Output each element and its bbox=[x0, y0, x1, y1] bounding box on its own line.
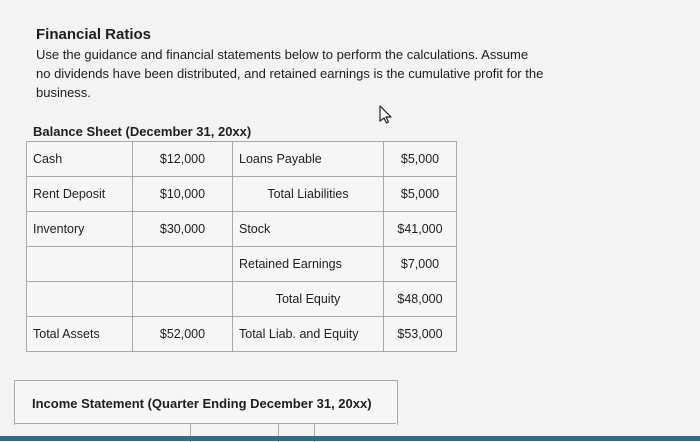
table-row bbox=[27, 317, 457, 352]
asset-label bbox=[27, 247, 133, 282]
asset-label bbox=[27, 282, 133, 317]
table-row bbox=[27, 282, 457, 317]
total-assets-label: Total Assets bbox=[27, 317, 133, 352]
bottom-bar bbox=[0, 436, 700, 441]
asset-value: $30,000 bbox=[133, 212, 233, 247]
asset-value bbox=[133, 247, 233, 282]
mouse-pointer-icon bbox=[376, 104, 396, 124]
equity-value: $48,000 bbox=[384, 282, 457, 317]
asset-label: Rent Deposit bbox=[27, 177, 133, 212]
table-row bbox=[27, 247, 457, 282]
liability-value: $5,000 bbox=[384, 142, 457, 177]
equity-value: $7,000 bbox=[384, 247, 457, 282]
instructions-text: Use the guidance and financial statements below to perform the calculations. Assume no dividends have been distributed, and retained earnings is the cumulative profit for the business. bbox=[36, 47, 544, 100]
equity-value: $41,000 bbox=[384, 212, 457, 247]
income-statement-title: Income Statement (Quarter Ending December 31, 20xx) bbox=[32, 396, 372, 411]
page-title: Financial Ratios bbox=[36, 26, 152, 43]
liability-label: Total Liabilities bbox=[233, 177, 384, 212]
table-row bbox=[27, 142, 457, 177]
asset-label: Inventory bbox=[27, 212, 133, 247]
liability-value: $5,000 bbox=[384, 177, 457, 212]
total-assets-value: $52,000 bbox=[133, 317, 233, 352]
balance-sheet-title: Balance Sheet (December 31, 20xx) bbox=[33, 124, 252, 139]
table-row bbox=[27, 177, 457, 212]
total-liab-equity-label: Total Liab. and Equity bbox=[233, 317, 384, 352]
liability-label: Loans Payable bbox=[233, 142, 384, 177]
equity-label: Total Equity bbox=[233, 282, 384, 317]
equity-label: Stock bbox=[233, 212, 384, 247]
asset-label: Cash bbox=[27, 142, 133, 177]
asset-value: $10,000 bbox=[133, 177, 233, 212]
equity-label: Retained Earnings bbox=[233, 247, 384, 282]
balance-sheet-table bbox=[26, 141, 457, 352]
table-row bbox=[27, 212, 457, 247]
asset-value: $12,000 bbox=[133, 142, 233, 177]
total-liab-equity-value: $53,000 bbox=[384, 317, 457, 352]
asset-value bbox=[133, 282, 233, 317]
